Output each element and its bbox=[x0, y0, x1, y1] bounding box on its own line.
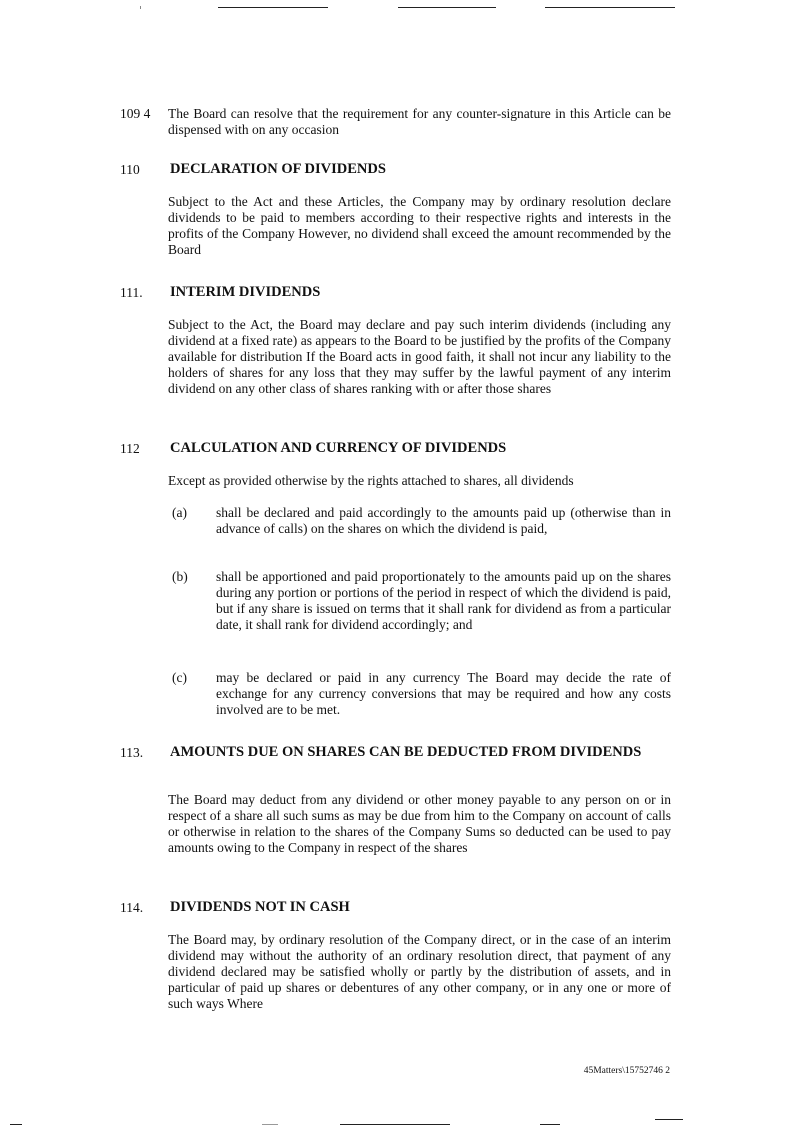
bottom-rule-dash bbox=[262, 1124, 278, 1125]
clause-text: The Board may deduct from any dividend or other money payable to any person on or in respect of a share all such sums as may be due from him to the Company on account of calls or otherwise in relation to the shares of the Company Sums so deducted can be used to pay amounts owing to the Company in respect of the shares bbox=[168, 792, 671, 855]
clause-text: The Board can resolve that the requirement for any counter-signature in this Article can be dispensed with on any occasion bbox=[168, 106, 671, 137]
clause-heading: DIVIDENDS NOT IN CASH bbox=[170, 899, 350, 915]
bottom-rule-left bbox=[10, 1124, 22, 1125]
bottom-rule-right-a bbox=[540, 1124, 560, 1125]
clause-text: Subject to the Act, the Board may declare and pay such interim dividends (including any dividend at a fixed rate) as appears to the Board to be justified by the profits of the Company available for distribution If the Board acts in good faith, it shall not incur any liability to the holders of shares for any loss that they may suffer by the lawful payment of any interim dividend on any other class of shares ranking with or after those shares bbox=[168, 317, 671, 396]
item-text: shall be apportioned and paid proportionately to the amounts paid up on the shares during any portion or portions of the period in respect of which the dividend is paid, but if any share is issued on terms that it shall rank for dividend as from a particular date, it shall rank for dividend accordingly; and bbox=[216, 569, 671, 632]
document-reference: 45Matters\15752746 2 bbox=[583, 1066, 670, 1076]
clause-heading: CALCULATION AND CURRENCY OF DIVIDENDS bbox=[170, 440, 507, 456]
clause-text: Except as provided otherwise by the rights attached to shares, all dividends bbox=[168, 473, 574, 488]
item-text: may be declared or paid in any currency The Board may decide the rate of exchange for any currency conversions that may be required and how any costs involved are to be met. bbox=[216, 670, 671, 717]
bottom-rule-middle bbox=[340, 1124, 450, 1125]
clause-number: 114. bbox=[120, 900, 144, 915]
top-tick bbox=[140, 6, 141, 9]
clause-heading: DECLARATION OF DIVIDENDS bbox=[170, 161, 386, 177]
clause-number: 112 bbox=[120, 441, 140, 456]
top-rule-left bbox=[218, 7, 328, 8]
clause-number: 109 4 bbox=[120, 106, 151, 121]
clause-number: 113. bbox=[120, 745, 144, 760]
item-text: shall be declared and paid accordingly to the amounts paid up (otherwise than in advance of calls) on the shares on which the dividend is paid, bbox=[216, 505, 671, 536]
clause-number: 110 bbox=[120, 162, 140, 177]
clause-number: 111. bbox=[120, 285, 143, 300]
clause-text: Subject to the Act and these Articles, the Company may by ordinary resolution declare dividends to be paid to members according to their respective rights and interests in the profits of the Company However, no dividend shall exceed the amount recommended by the Board bbox=[168, 194, 671, 257]
item-label: (a) bbox=[172, 505, 187, 520]
clause-text: The Board may, by ordinary resolution of the Company direct, or in the case of an interim dividend may without the authority of an ordinary resolution direct, that payment of any dividend declared may be satisfied wholly or partly by the distribution of assets, and in particular of paid up shares or debentures of any other company, or in any one or more of such ways Where bbox=[168, 932, 671, 1011]
clause-heading: AMOUNTS DUE ON SHARES CAN BE DEDUCTED FROM DIVIDENDS bbox=[170, 744, 642, 760]
item-label: (c) bbox=[172, 670, 187, 685]
top-rule-right bbox=[545, 7, 675, 8]
item-label: (b) bbox=[172, 569, 188, 584]
top-rule-middle bbox=[398, 7, 496, 8]
clause-heading: INTERIM DIVIDENDS bbox=[170, 284, 321, 300]
bottom-rule-right-b bbox=[655, 1119, 683, 1120]
